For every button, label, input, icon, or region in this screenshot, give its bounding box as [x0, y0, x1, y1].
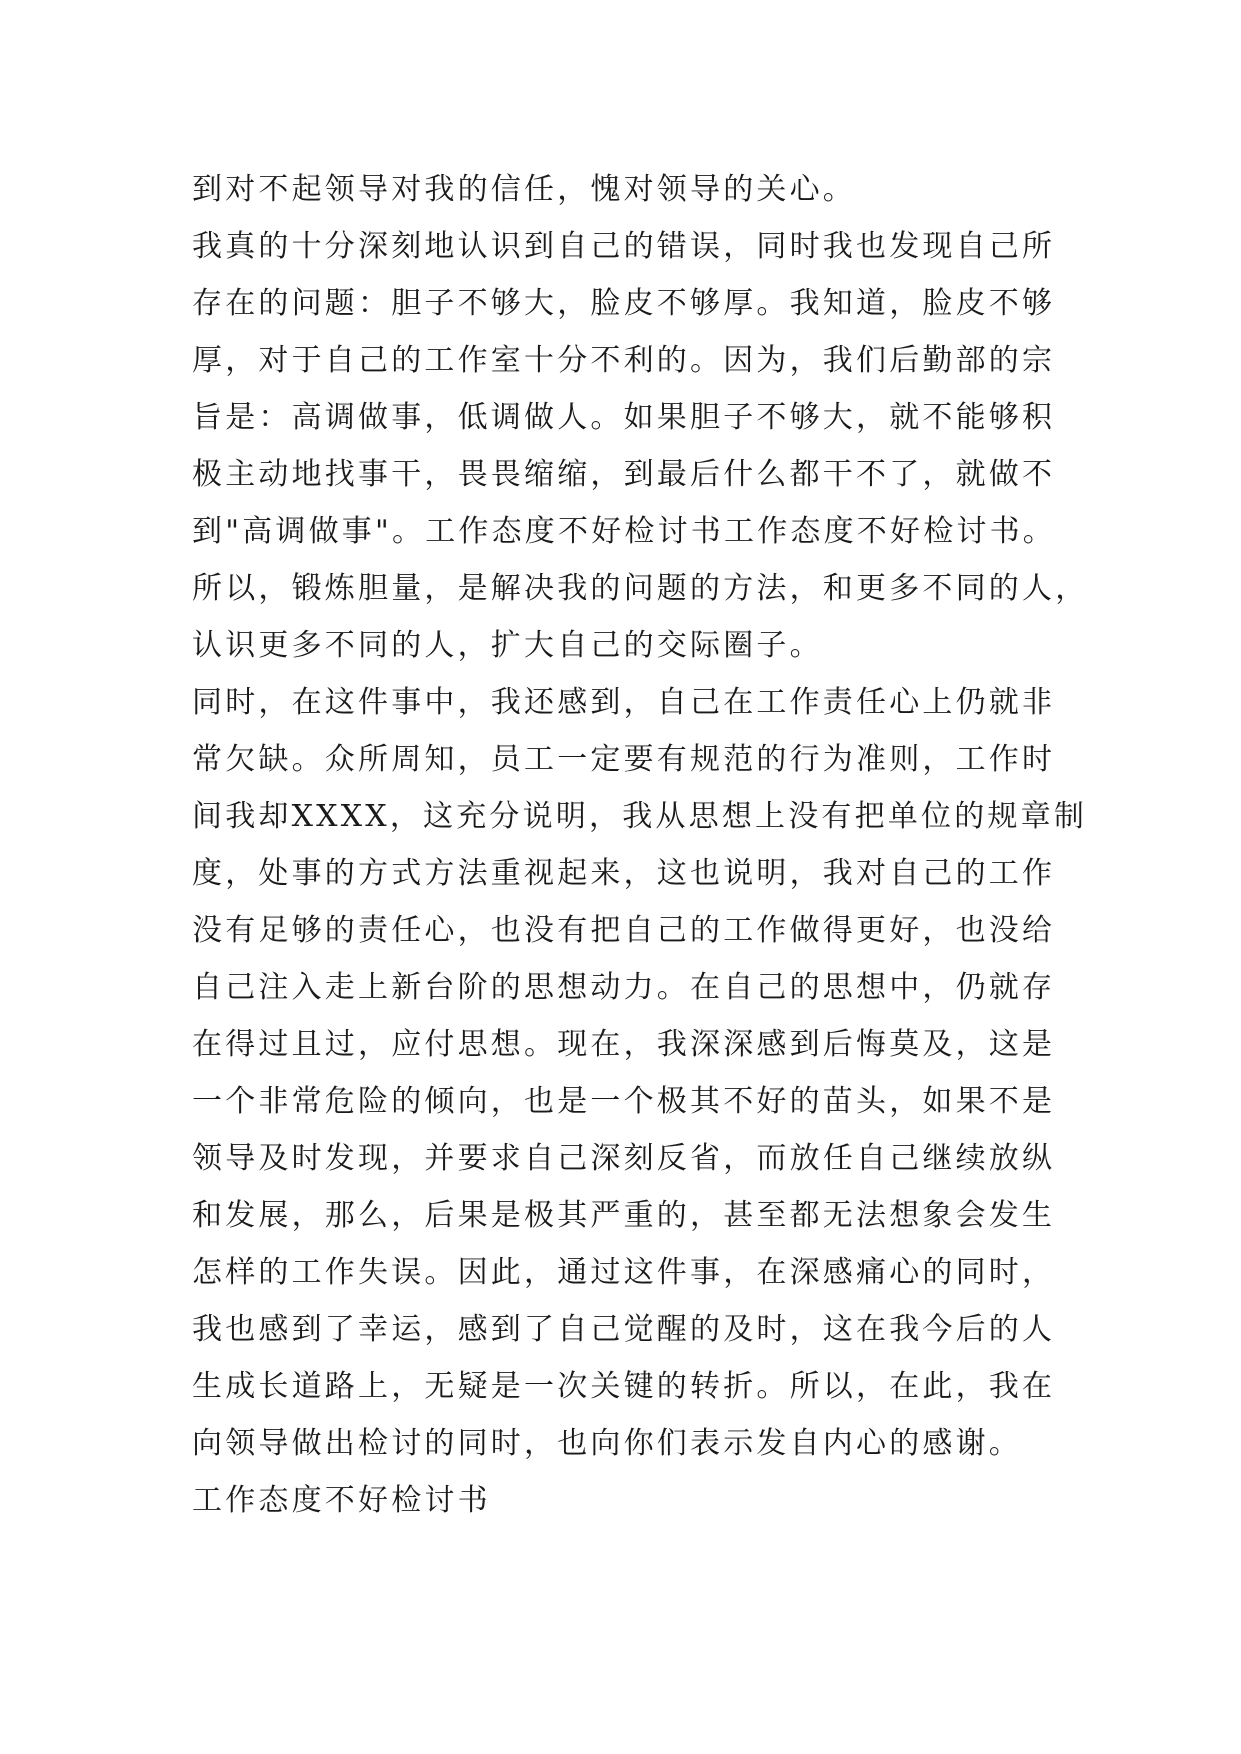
- section-heading: 工作态度不好检讨书: [192, 1483, 491, 1518]
- text-line: 所以，锻炼胆量，是解决我的问题的方法，和更多不同的人，: [192, 571, 1089, 606]
- text-line: 间我却XXXX，这充分说明，我从思想上没有把单位的规章制: [192, 799, 1088, 834]
- text-line: 自己注入走上新台阶的思想动力。在自己的思想中，仍就存: [192, 970, 1056, 1005]
- document-body: [192, 161, 1092, 1529]
- text-line: 到对不起领导对我的信任，愧对领导的关心。: [192, 172, 856, 207]
- text-line: 度，处事的方式方法重视起来，这也说明，我对自己的工作: [192, 856, 1056, 891]
- text-line: 厚，对于自己的工作室十分不利的。因为，我们后勤部的宗: [192, 343, 1056, 378]
- text-line: 存在的问题：胆子不够大，脸皮不够厚。我知道，脸皮不够: [192, 286, 1056, 321]
- text-line: 我也感到了幸运，感到了自己觉醒的及时，这在我今后的人: [192, 1312, 1056, 1347]
- text-line: 怎样的工作失误。因此，通过这件事，在深感痛心的同时，: [192, 1255, 1056, 1290]
- text-line: 一个非常危险的倾向，也是一个极其不好的苗头，如果不是: [192, 1084, 1056, 1119]
- text-line: 到"高调做事"。工作态度不好检讨书工作态度不好检讨书。: [192, 514, 1056, 549]
- text-line: 极主动地找事干，畏畏缩缩，到最后什么都干不了，就做不: [192, 457, 1056, 492]
- text-line: 旨是：高调做事，低调做人。如果胆子不够大，就不能够积: [192, 400, 1056, 435]
- text-line: 生成长道路上，无疑是一次关键的转折。所以，在此，我在: [192, 1369, 1056, 1404]
- text-line: 向领导做出检讨的同时，也向你们表示发自内心的感谢。: [192, 1426, 1022, 1461]
- text-line: 常欠缺。众所周知，员工一定要有规范的行为准则，工作时: [192, 742, 1056, 777]
- text-line: 领导及时发现，并要求自己深刻反省，而放任自己继续放纵: [192, 1141, 1056, 1176]
- text-line: 同时，在这件事中，我还感到，自己在工作责任心上仍就非: [192, 685, 1056, 720]
- text-line: 认识更多不同的人，扩大自己的交际圈子。: [192, 628, 823, 663]
- text-line: 在得过且过，应付思想。现在，我深深感到后悔莫及，这是: [192, 1027, 1056, 1062]
- text-line: 没有足够的责任心，也没有把自己的工作做得更好，也没给: [192, 913, 1056, 948]
- text-line: 和发展，那么，后果是极其严重的，甚至都无法想象会发生: [192, 1198, 1056, 1233]
- text-line: 我真的十分深刻地认识到自己的错误，同时我也发现自己所: [192, 229, 1056, 264]
